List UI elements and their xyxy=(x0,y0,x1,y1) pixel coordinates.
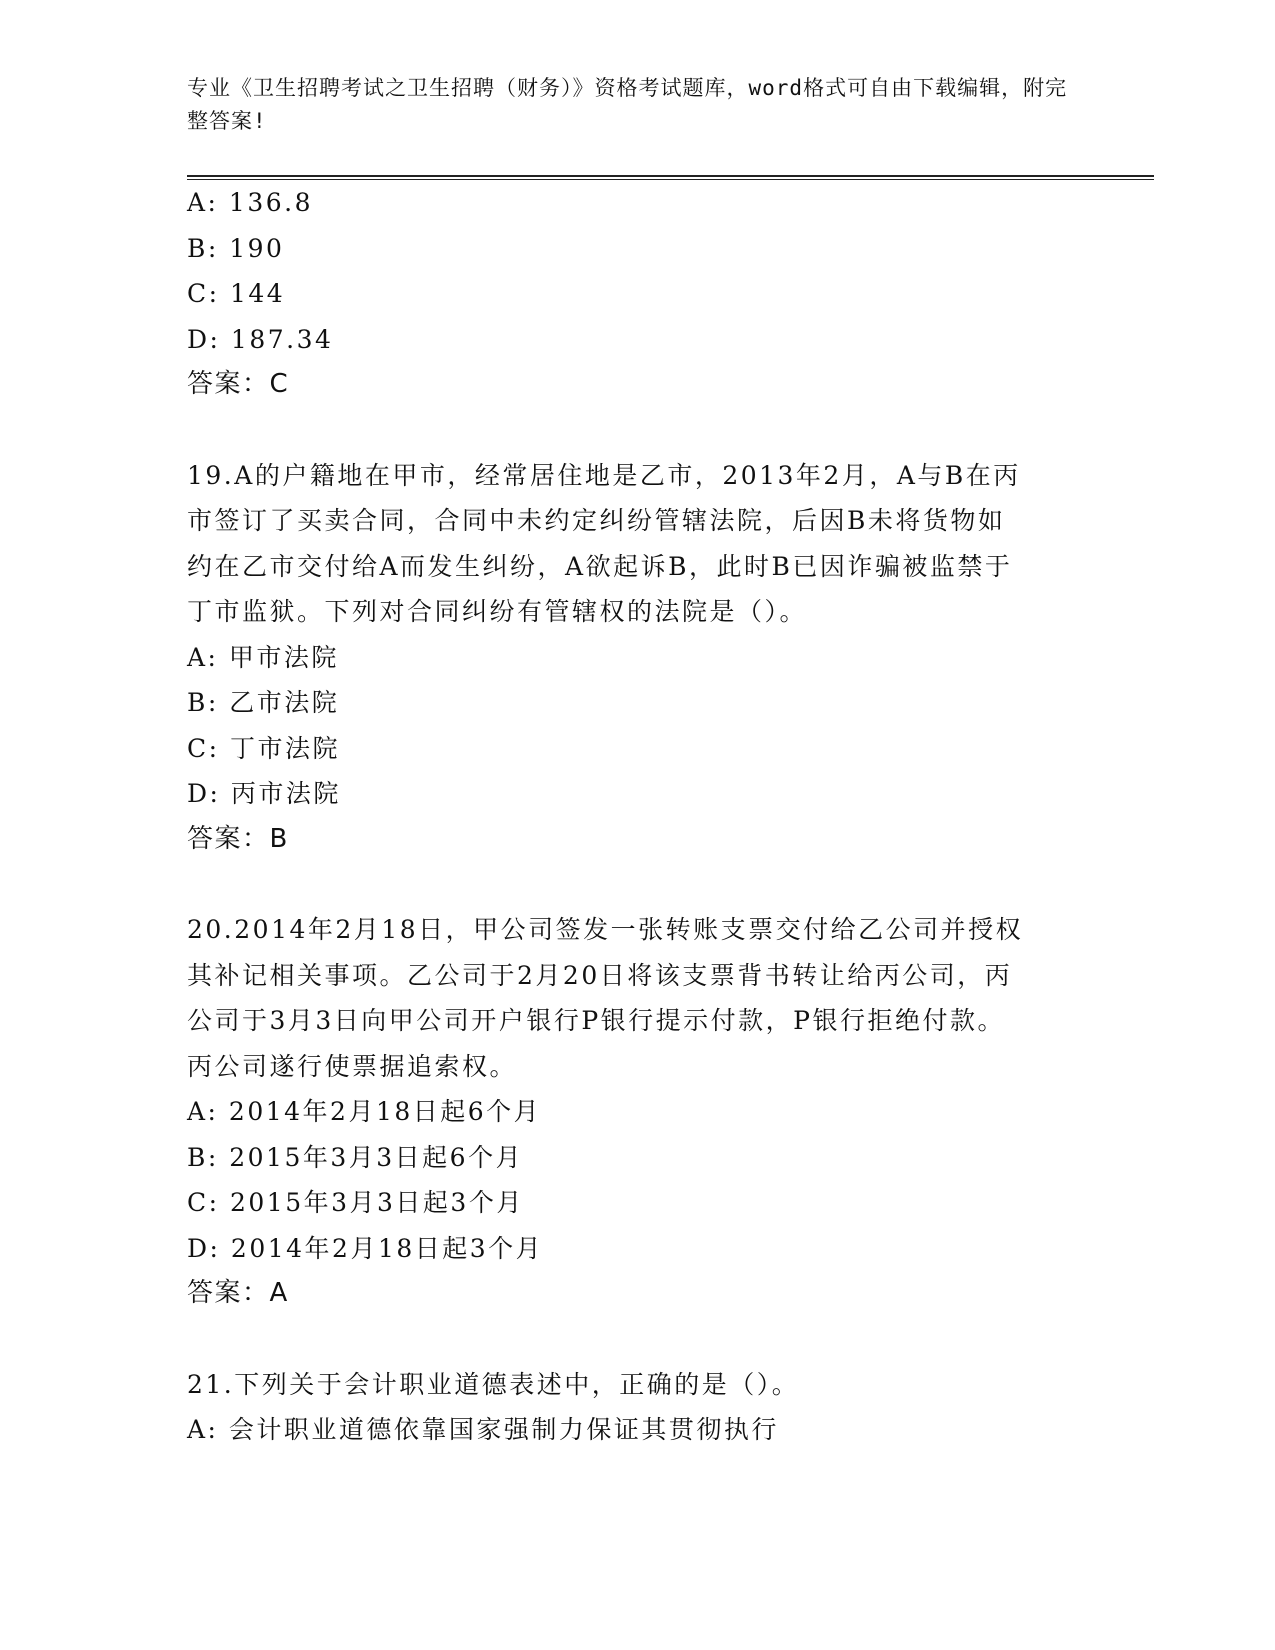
question-list xyxy=(187,180,1147,1453)
question-text-line: 市签订了买卖合同，合同中未约定纠纷管辖法院，后因B未将货物如 xyxy=(187,506,1006,535)
question-block xyxy=(187,180,1147,408)
option-b: B: 乙市法院 xyxy=(187,688,340,717)
option-a: A: 甲市法院 xyxy=(187,642,339,672)
option-a: A: 会计职业道德依靠国家强制力保证其贯彻执行 xyxy=(187,1415,779,1444)
option-d: D: 187.34 xyxy=(187,324,334,354)
option-c: C: 144 xyxy=(187,279,286,308)
question-text-line: 丁市监狱。下列对合同纠纷有管辖权的法院是（）。 xyxy=(187,597,808,626)
option-b: B: 2015年3月3日起6个月 xyxy=(187,1142,524,1172)
question-text-line: 其补记相关事项。乙公司于2月20日将该支票背书转让给丙公司，丙 xyxy=(187,960,1013,990)
question-block xyxy=(187,453,1147,863)
question-block xyxy=(187,907,1147,1317)
question-text-line: 21.下列关于会计职业道德表述中，正确的是（）。 xyxy=(187,1369,800,1399)
option-a: A: 2014年2月18日起6个月 xyxy=(187,1097,542,1126)
answer: 答案：A xyxy=(187,1278,289,1308)
question-block xyxy=(187,1362,1147,1453)
document-header: 专业《卫生招聘考试之卫生招聘（财务）》资格考试题库，word格式可自由下载编辑，附完整答案! xyxy=(187,76,1068,133)
document-page xyxy=(187,72,1147,1453)
option-c: C: 丁市法院 xyxy=(187,733,340,763)
question-text-line: 丙公司遂行使票据追索权。 xyxy=(187,1051,518,1081)
question-text-line: 19.A的户籍地在甲市，经常居住地是乙市，2013年2月，A与B在丙 xyxy=(187,460,1021,490)
option-d: D: 丙市法院 xyxy=(187,779,341,808)
answer: 答案：C xyxy=(187,369,290,399)
option-d: D: 2014年2月18日起3个月 xyxy=(187,1233,544,1263)
question-text-line: 20.2014年2月18日，甲公司签发一张转账支票交付给乙公司并授权 xyxy=(187,915,1024,944)
question-text-line: 约在乙市交付给A而发生纠纷，A欲起诉B，此时B已因诈骗被监禁于 xyxy=(187,551,1013,581)
option-a: A: 136.8 xyxy=(187,188,313,217)
question-text-line: 公司于3月3日向甲公司开户银行P银行提示付款，P银行拒绝付款。 xyxy=(187,1006,1005,1035)
option-b: B: 190 xyxy=(187,233,285,263)
option-c: C: 2015年3月3日起3个月 xyxy=(187,1188,524,1217)
answer: 答案：B xyxy=(187,823,289,854)
